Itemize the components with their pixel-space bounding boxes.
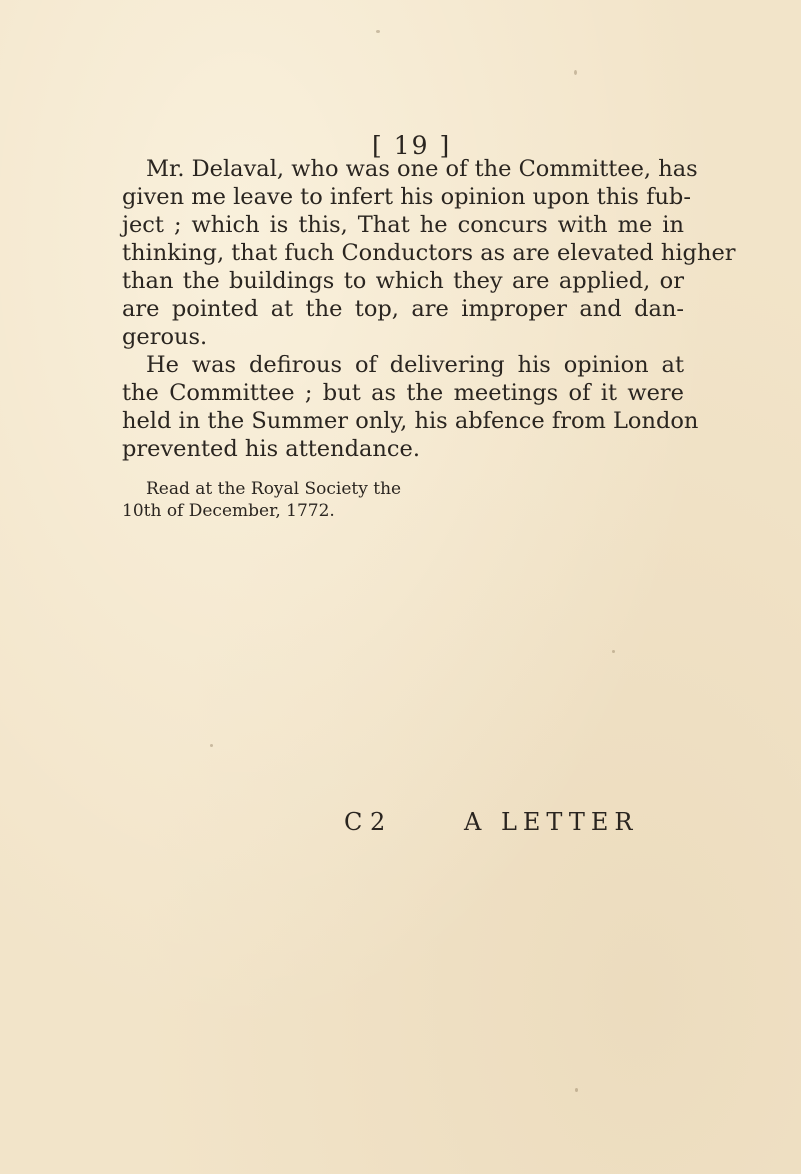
paper-speck xyxy=(574,70,577,75)
paper-speck xyxy=(612,650,615,653)
page-number: [ 19 ] xyxy=(372,131,452,160)
paper-speck xyxy=(376,30,380,33)
paper-speck xyxy=(575,1088,578,1092)
text-line: held in the Summer only, his abfence from London xyxy=(122,408,699,434)
text-line: than the buildings to which they are applied, or xyxy=(122,268,684,294)
text-line: given me leave to infert his opinion upon this fub- xyxy=(122,184,691,210)
text-line: the Committee ; but as the meetings of it were xyxy=(122,380,684,406)
signature-mark: C 2 xyxy=(344,808,386,836)
reading-note-line-2: 10th of December, 1772. xyxy=(122,501,335,521)
text-line: prevented his attendance. xyxy=(122,436,420,462)
text-line: He was defirous of delivering his opinion at xyxy=(146,352,684,378)
text-line: ject ; which is this, That he concurs with me in xyxy=(122,212,684,238)
paper-speck xyxy=(210,744,213,747)
text-line: gerous. xyxy=(122,324,208,350)
text-line: are pointed at the top, are improper and dan- xyxy=(122,296,684,322)
text-line: Mr. Delaval, who was one of the Committee, has xyxy=(146,156,698,182)
text-line: thinking, that fuch Conductors as are elevated higher xyxy=(122,240,736,266)
reading-note-line-1: Read at the Royal Society the xyxy=(146,479,402,499)
catchword: A LETTER xyxy=(464,808,639,836)
